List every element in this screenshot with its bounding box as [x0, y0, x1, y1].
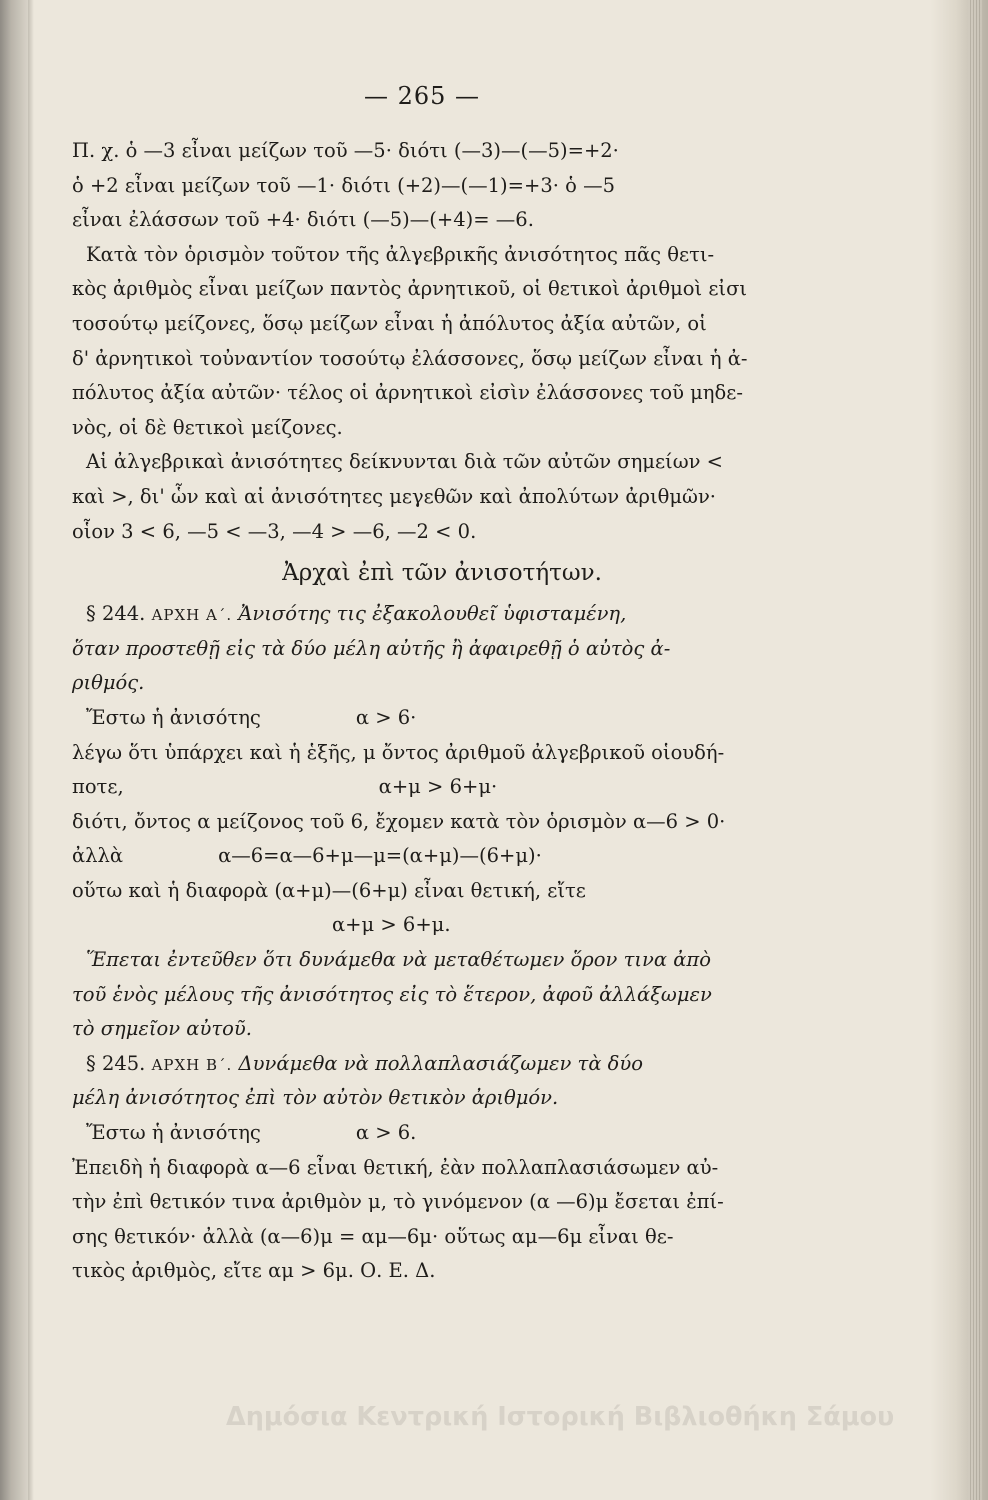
text-line: τὴν ἐπὶ θετικόν τινα ἀριθμὸν μ, τὸ γινόμενον (α —6)μ ἔσεται ἐπί- — [72, 1190, 724, 1214]
principle-statement: Δυνάμεθα νὰ πολλαπλασιάζωμεν τὰ δύο — [238, 1051, 644, 1075]
book-gutter-edge — [28, 0, 34, 1500]
text-line: οἷον 3 < 6, —5 < —3, —4 > —6, —2 < 0. — [72, 519, 477, 543]
principle-label: ΑΡΧΗ Α΄. — [151, 606, 233, 625]
text-line: τὸ σημεῖον αὐτοῦ. — [72, 1017, 252, 1041]
text-line — [72, 597, 772, 632]
text-line: νὸς, οἱ δὲ θετικοὶ μείζονες. — [72, 415, 343, 439]
text-fragment: ἀλλὰ — [72, 844, 124, 868]
let-text: Ἔστω ἡ ἀνισότης — [86, 1121, 261, 1145]
text-line: Αἱ ἀλγεβρικαὶ ἀνισότητες δείκνυνται διὰ τῶν αὐτῶν σημείων < — [86, 450, 723, 474]
principle-statement: Ἀνισότης τις ἐξακολουθεῖ ὑφισταμένη, — [238, 602, 627, 626]
principle-label: ΑΡΧΗ Β΄. — [151, 1055, 233, 1074]
equation: α—6=α—6+μ—μ=(α+μ)—(6+μ)· — [218, 844, 542, 868]
text-line: μέλη ἀνισότητος ἐπὶ τὸν αὐτὸν θετικὸν ἀριθμόν. — [72, 1086, 559, 1110]
text-line — [72, 770, 772, 805]
text-line — [72, 1047, 772, 1082]
text-line: Π. χ. ὁ —3 εἶναι μείζων τοῦ —5· διότι (—3)—(—5)=+2· — [72, 139, 619, 162]
text-line: Ἐπειδὴ ἡ διαφορὰ α—6 εἶναι θετική, ἐὰν πολλαπλασιάσωμεν αὐ- — [72, 1155, 719, 1179]
book-gutter-shadow — [0, 0, 28, 1500]
text-line: ὅταν προστεθῇ εἰς τὰ δύο μέλη αὐτῆς ἢ ἀφαιρεθῇ ὁ αὐτὸς ἀ- — [72, 636, 671, 660]
text-line: καὶ >, δι' ὧν καὶ αἱ ἀνισότητες μεγεθῶν καὶ ἀπολύτων ἀριθμῶν· — [72, 484, 716, 508]
text-line: ριθμός. — [72, 671, 145, 695]
paragraph-signs — [72, 445, 772, 549]
section-heading: Ἀρχαὶ ἐπὶ τῶν ἀνισοτήτων. — [282, 560, 602, 587]
text-line: Κατὰ τὸν ὁρισμὸν τοῦτον τῆς ἀλγεβρικῆς ἀνισότητος πᾶς θετι- — [86, 242, 715, 266]
section-number: § 244. — [86, 602, 146, 626]
paragraph-definition — [72, 238, 772, 446]
text-line: σης θετικόν· ἀλλὰ (α—6)μ = αμ—6μ· οὕτως αμ—6μ εἶναι θε- — [72, 1224, 674, 1248]
text-line — [72, 701, 772, 736]
text-line: ὁ +2 εἶναι μείζων τοῦ —1· διότι (+2)—(—1)=+3· ὁ —5 — [72, 173, 615, 197]
section-number: § 245. — [86, 1051, 146, 1075]
text-line: δ' ἀρνητικοὶ τοὐναντίον τοσούτῳ ἐλάσσονες, ὅσῳ μείζων εἶναι ἡ ἀ- — [72, 346, 748, 370]
section-245 — [72, 1047, 772, 1289]
text-line: κὸς ἀριθμὸς εἶναι μείζων παντὸς ἀρνητικοῦ, οἱ θετικοὶ ἀριθμοὶ εἰσι — [72, 277, 748, 301]
text-line: τικὸς ἀριθμὸς, εἴτε αμ > 6μ. Ο. Ε. Δ. — [72, 1259, 436, 1283]
text-line: Ἕπεται ἐντεῦθεν ὅτι δυνάμεθα νὰ μεταθέτωμεν ὅρον τινα ἀπὸ — [86, 948, 711, 972]
library-watermark: Δημόσια Κεντρική Ιστορική Βιβλιοθήκη Σάμου — [226, 1402, 895, 1432]
text-line: τοσούτῳ μείζονες, ὅσῳ μείζων εἶναι ἡ ἀπόλυτος ἀξία αὐτῶν, οἱ — [72, 311, 707, 335]
text-line — [72, 839, 772, 874]
let-text: Ἔστω ἡ ἀνισότης — [86, 705, 261, 729]
equation: α+μ > 6+μ. — [332, 913, 451, 937]
text-line: εἶναι ἐλάσσων τοῦ +4· διότι (—5)—(+4)= —6. — [72, 208, 534, 232]
text-line: πόλυτος ἀξία αὐτῶν· τέλος οἱ ἀρνητικοὶ εἰσὶν ἐλάσσονες τοῦ μηδε- — [72, 381, 743, 405]
text-line — [72, 1116, 772, 1151]
text-fragment: ποτε, — [72, 775, 124, 799]
text-line: τοῦ ἑνὸς μέλους τῆς ἀνισότητος εἰς τὸ ἕτερον, ἀφοῦ ἀλλάξωμεν — [72, 982, 712, 1006]
paragraph-examples — [72, 134, 772, 238]
text-line: λέγω ὅτι ὑπάρχει καὶ ἡ ἑξῆς, μ ὄντος ἀριθμοῦ ἀλγεβρικοῦ οἱουδή- — [72, 740, 725, 764]
page-text-block — [72, 82, 772, 1289]
page-stack-edges — [968, 0, 982, 1500]
equation: α+μ > 6+μ· — [378, 775, 498, 799]
section-244 — [72, 597, 772, 1047]
text-line: οὕτω καὶ ἡ διαφορὰ (α+μ)—(6+μ) εἶναι θετική, εἴτε — [72, 878, 586, 902]
text-line: διότι, ὄντος α μείζονος τοῦ 6, ἔχομεν κατὰ τὸν ὁρισμὸν α—6 > 0· — [72, 809, 726, 833]
equation: α > 6. — [355, 1121, 417, 1145]
page-number: — 265 — — [363, 82, 481, 110]
equation: α > 6· — [355, 705, 417, 729]
